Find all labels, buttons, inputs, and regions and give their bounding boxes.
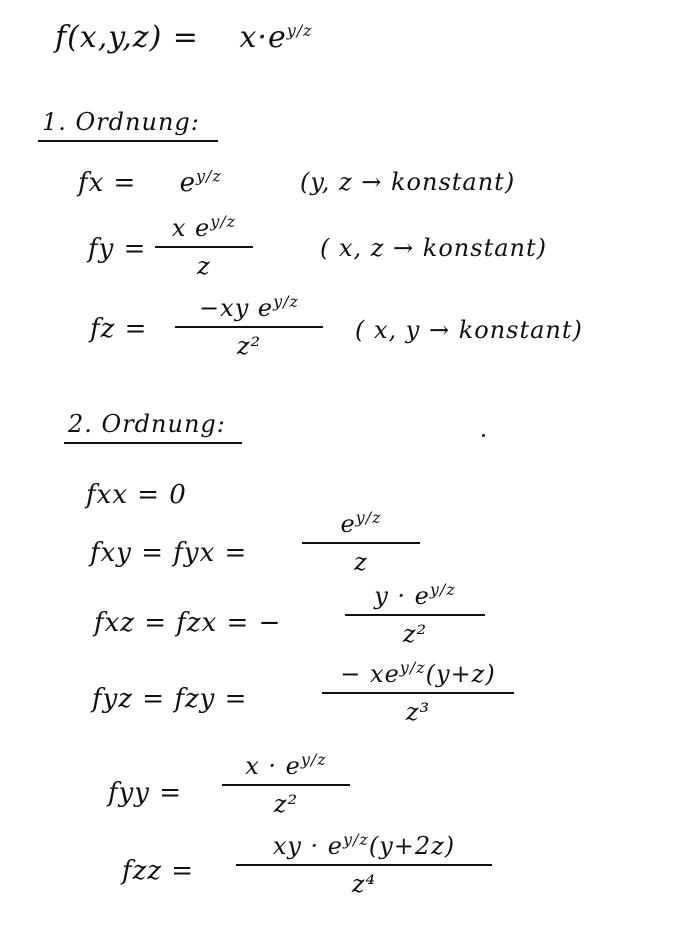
fxz-fraction-bar [345, 614, 485, 616]
fxy-num-exponent: y/z [355, 508, 382, 527]
fyz-lhs: fyz = fzy = [92, 684, 248, 714]
fz-fraction [175, 294, 323, 360]
fxy-fraction [302, 510, 420, 576]
fyy-fraction [222, 752, 350, 818]
fxz-num-exponent: y/z [429, 580, 456, 599]
fxx-line: fxx = 0 [86, 480, 187, 510]
fyy-numerator [245, 752, 326, 780]
fy-fraction-bar [155, 246, 253, 248]
stray-dot [482, 434, 485, 437]
fyy-lhs: fyy = [108, 778, 183, 808]
fy-num-text: x e [171, 214, 211, 242]
fz-num-exponent: y/z [273, 292, 299, 311]
fxy-fraction-bar [302, 542, 420, 544]
second-order-heading: 2. Ordnung: [68, 410, 226, 438]
fyz-fraction [322, 660, 514, 726]
fxz-lhs: fxz = fzx = − [94, 608, 282, 638]
fy-num-exponent: y/z [210, 212, 237, 231]
fzz-numerator [273, 832, 455, 860]
fz-numerator [199, 294, 299, 322]
fyy-num-exponent: y/z [300, 750, 327, 769]
fxy-denominator: z [354, 548, 368, 576]
fxy-numerator [340, 510, 381, 538]
fx-line [78, 168, 222, 198]
fx-lhs: fx = [78, 168, 137, 198]
function-rhs: x·e [239, 20, 287, 55]
fxz-numerator [374, 582, 456, 610]
fy-numerator [172, 214, 236, 242]
fx-exponent: y/z [196, 166, 222, 186]
fyz-fraction-bar [322, 692, 514, 694]
fy-denominator: z [197, 252, 211, 280]
fxz-num-text: y · e [374, 582, 430, 610]
fyy-fraction-bar [222, 784, 350, 786]
first-order-heading: 1. Ordnung: [42, 108, 200, 136]
fzz-num-text: xy · e [272, 832, 343, 860]
fyz-num-tail: (y+z) [425, 660, 496, 688]
fxz-denominator: z² [402, 620, 428, 648]
fxy-num-text: e [340, 510, 356, 538]
fz-note: ( x, y → konstant) [355, 316, 583, 344]
fzz-fraction-bar [236, 864, 492, 866]
function-exponent: y/z [286, 21, 313, 40]
fyz-denominator: z³ [405, 698, 431, 726]
fy-lhs: fy = [88, 234, 147, 264]
fyz-num-exponent: y/z [399, 658, 426, 677]
fz-num-text: −xy e [199, 294, 274, 322]
fy-note: ( x, z → konstant) [320, 234, 547, 262]
fyy-num-text: x · e [245, 752, 301, 780]
fzz-denominator: z⁴ [351, 870, 377, 898]
fzz-lhs: fzz = [122, 856, 195, 886]
fzz-num-tail: (y+2z) [368, 832, 456, 860]
second-order-underline [64, 442, 242, 444]
function-definition [55, 20, 313, 55]
fyz-numerator [340, 660, 495, 688]
fy-fraction [155, 214, 253, 280]
fzz-fraction [236, 832, 492, 898]
fz-denominator: z² [236, 332, 262, 360]
fz-fraction-bar [175, 326, 323, 328]
fyy-denominator: z² [273, 790, 299, 818]
fxy-lhs: fxy = fyx = [90, 538, 248, 568]
function-lhs: f(x,y,z) = [55, 20, 199, 55]
first-order-underline [38, 140, 218, 142]
fx-expr: e [179, 168, 196, 198]
fxz-fraction [345, 582, 485, 648]
fzz-num-exponent: y/z [343, 830, 369, 849]
fz-lhs: fz = [90, 314, 148, 344]
fyz-num-text: − xe [340, 660, 400, 688]
fx-note: (y, z → konstant) [300, 168, 516, 196]
